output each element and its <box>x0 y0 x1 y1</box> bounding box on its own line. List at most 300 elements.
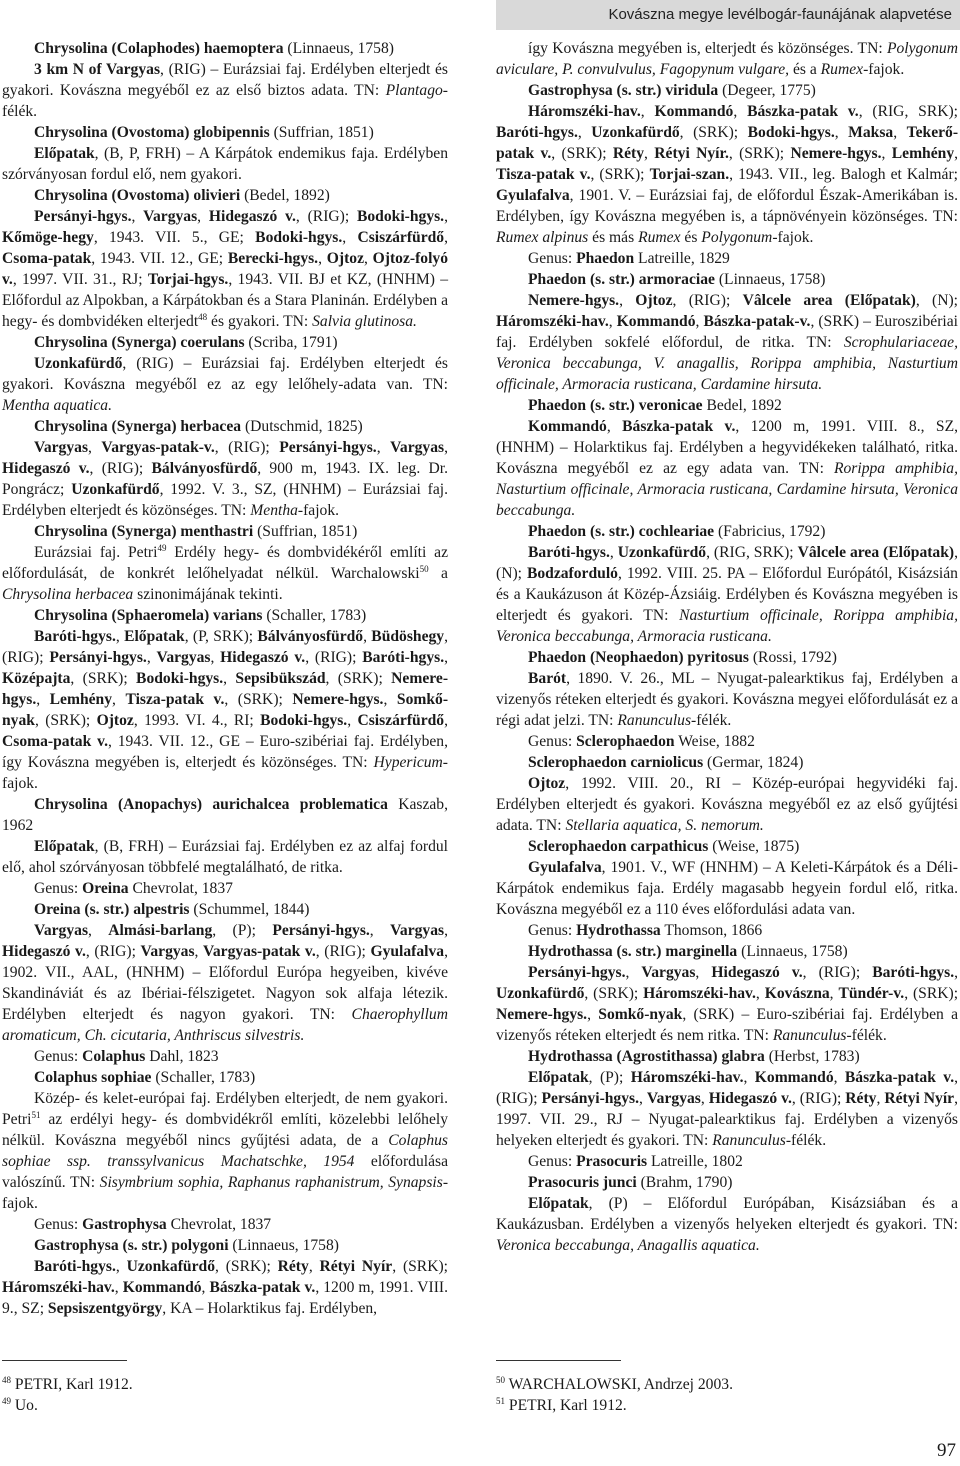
text-run: , <box>733 103 748 120</box>
bold-text: Kommandó <box>754 1069 834 1086</box>
text-run: Latreille, 1802 <box>647 1153 743 1170</box>
text-paragraph <box>2 1088 448 1214</box>
text-paragraph <box>2 605 448 626</box>
bold-text: Chrysolina (Anopachys) aurichalcea problematica <box>34 796 388 813</box>
text-run: -fajok. <box>297 502 340 519</box>
bold-text: Csoma-patak v. <box>2 733 108 750</box>
text-run: , (RIG); <box>214 439 280 456</box>
bold-text: Uzonkafürdő <box>591 124 680 141</box>
text-run: szinonimájának tekinti. <box>133 586 283 603</box>
page-number: 97 <box>937 1440 956 1461</box>
bold-text: Hidegaszó v. <box>2 943 86 960</box>
footnote-number: 49 <box>2 1396 11 1406</box>
bold-text: Bodoki-hgys. <box>136 670 224 687</box>
bold-text: Előpatak <box>528 1195 589 1212</box>
bold-text: Prasocuris <box>576 1153 648 1170</box>
bold-text: Csoma-patak <box>2 250 92 267</box>
text-run: , (SRK); <box>584 985 644 1002</box>
text-run: , <box>131 208 144 225</box>
bold-text: Nemere-hgys. <box>496 1006 588 1023</box>
text-run: Thomson, 1866 <box>660 922 763 939</box>
bold-text: Nemere-hgys. <box>790 145 882 162</box>
text-run: , 1997. VII. 31., RJ; <box>12 271 148 288</box>
footnote-number: 51 <box>496 1396 505 1406</box>
bold-text: Bálványosfürdő <box>151 460 258 477</box>
text-run: , 1997. VII. 29., RJ – Nyugat-palearktikus faj. Erdélyben a vizenyős helyeken elterjedt és gyakori. TN: <box>496 1090 958 1149</box>
text-run: , (SRK); <box>904 985 959 1002</box>
bold-text: Maksa <box>848 124 894 141</box>
text-run: , (RIG, SRK); <box>858 103 959 120</box>
text-paragraph <box>496 80 958 101</box>
bold-text: Baróti-hgys. <box>528 544 610 561</box>
genus-heading <box>2 1046 448 1067</box>
text-run: , <box>197 208 209 225</box>
text-run: -félék. <box>691 712 732 729</box>
text-run: , (RIG); <box>89 460 152 477</box>
text-paragraph <box>496 1067 958 1151</box>
text-paragraph <box>496 395 958 416</box>
text-run: , 1943. VII. 5., GE; <box>93 229 256 246</box>
bold-text: Rétyi Nyír <box>319 1258 393 1275</box>
bold-text: Chrysolina (Sphaeromela) varians <box>34 607 263 624</box>
text-run: , <box>376 439 391 456</box>
bold-text: Gastrophysa (s. str.) viridula <box>528 82 719 99</box>
text-run: , <box>606 418 623 435</box>
bold-text: Hydrothassa (s. str.) marginella <box>528 943 738 960</box>
running-head: Kovászna megye levélbogár-faunájának alapvetése <box>496 0 960 30</box>
text-run: (Degeer, 1775) <box>718 82 816 99</box>
text-run: (Suffrian, 1851) <box>253 523 358 540</box>
text-run: , <box>444 229 449 246</box>
text-run: , <box>608 313 617 330</box>
bold-text: Kommandó <box>654 103 734 120</box>
text-paragraph <box>496 521 958 542</box>
bold-text: Rétyi Nyír <box>884 1090 955 1107</box>
text-run: , <box>146 649 157 666</box>
footnote-text: Uo. <box>11 1397 38 1414</box>
italic-text: Stellaria aquatica, S. nemorum. <box>565 817 764 834</box>
text-paragraph <box>2 1067 448 1088</box>
text-run: , (RIG) – Eurázsiai faj. Erdélyben elterjedt és gyakori. Kovászna megyéből ez az egy lelőhely-adata van. TN: <box>2 355 448 393</box>
bold-text: Ojtoz-folyó v. <box>2 250 449 288</box>
text-run: , <box>363 628 372 645</box>
italic-text: Chrysolina herbacea <box>2 586 134 603</box>
bold-text: Chrysolina (Colaphodes) haemoptera <box>34 40 284 57</box>
text-run: , (N); <box>496 544 958 582</box>
bold-text: Hidegaszó v. <box>2 460 90 477</box>
bold-text: Hidegaszó v. <box>711 964 803 981</box>
text-run: , 1890. V. 26., ML – Nyugat-palearktikus faj, Erdélyben a vizenyős réteken elterjedt és gyakori. Kovászna megyei előfordulását ez a régi adat jelzi. TN: <box>496 670 958 729</box>
text-paragraph <box>496 836 958 857</box>
text-run: , <box>619 292 636 309</box>
bold-text: Vargyas <box>140 943 195 960</box>
text-paragraph <box>496 668 958 731</box>
text-run: Genus: <box>528 733 577 750</box>
text-paragraph <box>496 857 958 920</box>
text-run: (Brahm, 1790) <box>636 1174 733 1191</box>
text-run: , (RIG, SRK); <box>706 544 798 561</box>
text-run: (Linnaeus, 1758) <box>737 943 848 960</box>
text-paragraph <box>2 416 448 437</box>
bold-text: Előpatak <box>34 145 95 162</box>
text-run: (Scriba, 1791) <box>244 334 338 351</box>
text-run: , 1992. V. 3., SZ, (HNHM) – Eurázsiai faj. Erdélyben elterjedt és közönséges. TN: <box>2 481 448 519</box>
italic-text: Ranunculus <box>617 712 692 729</box>
text-run: az erdélyi hegy- és dombvidékről említi, közelebbi lelőhely nélkül. Kovászna megyéből nincs gyűjtési adata, de a <box>2 1111 448 1149</box>
bold-text: Chrysolina (Synerga) coerulans <box>34 334 245 351</box>
text-run: , <box>318 250 327 267</box>
text-run: (Fabricius, 1792) <box>714 523 826 540</box>
text-run: -fajok. <box>772 229 814 246</box>
bold-text: Bászka-patak v. <box>209 1279 316 1296</box>
text-run: , (P) – Előfordul Európában, Kisázsiában és a Kaukázusban. Erdélyben a vizenyős helyeken elterjedt és gyakori. TN: <box>496 1195 958 1233</box>
bold-text: Háromszéki-hav. <box>528 103 641 120</box>
text-run: , <box>695 964 712 981</box>
bold-text: Kommandó <box>616 313 696 330</box>
text-run: és <box>680 229 702 246</box>
bold-text: Baróti-hgys. <box>34 1258 116 1275</box>
text-paragraph <box>496 773 958 836</box>
text-run: , <box>194 943 204 960</box>
text-run: , <box>876 1090 885 1107</box>
footnote <box>2 1395 442 1416</box>
bold-text: Ojtoz <box>635 292 673 309</box>
bold-text: Kőmöge-hegy <box>2 229 94 246</box>
text-run: , (SRK); <box>325 670 392 687</box>
bold-text: Tisza-patak v. <box>496 166 591 183</box>
text-run: , 1943. VII. 12., GE; <box>91 250 228 267</box>
text-run: , <box>444 712 449 729</box>
bold-text: Phaedon (s. str.) cochleariae <box>528 523 715 540</box>
bold-text: Somkő-nyak <box>2 691 449 729</box>
text-run: , (SRK); <box>392 1258 448 1275</box>
bold-text: Vargyas <box>390 439 445 456</box>
bold-text: Uzonkafürdő <box>71 481 160 498</box>
italic-text: Rumex <box>638 229 681 246</box>
text-paragraph <box>496 941 958 962</box>
bold-text: Persányi-hgys. <box>49 649 147 666</box>
bold-text: Baróti-hgys. <box>872 964 955 981</box>
italic-text: Rumex <box>820 61 864 78</box>
text-run: , <box>444 208 448 225</box>
italic-text: Plantago <box>385 82 443 99</box>
bold-text: Sclerophaedon carpathicus <box>528 838 709 855</box>
footnote-number: 50 <box>496 1375 505 1385</box>
italic-text: Salvia glutinosa. <box>312 313 417 330</box>
text-run: , <box>625 964 642 981</box>
text-run: , <box>115 1258 127 1275</box>
bold-text: Vargyas <box>641 964 696 981</box>
text-run: , <box>743 1069 755 1086</box>
footnote <box>2 1374 442 1395</box>
text-run: , <box>644 145 655 162</box>
text-paragraph <box>496 647 958 668</box>
bold-text: Háromszéki-hav. <box>643 985 756 1002</box>
text-run: , KA – Holarktikus faj. Erdélyben, <box>162 1300 378 1317</box>
text-run: , <box>587 1006 599 1023</box>
text-run: , <box>210 649 221 666</box>
right-text-column <box>496 38 958 1256</box>
text-paragraph <box>2 521 448 542</box>
bold-text: Chrysolina (Synerga) menthastri <box>34 523 254 540</box>
bold-text: Rétyi Nyír. <box>654 145 729 162</box>
bold-text: Hydrothassa <box>576 922 661 939</box>
text-run: , <box>383 691 397 708</box>
text-run: , (RIG); <box>791 1090 846 1107</box>
bold-text: Vargyas-patak v. <box>203 943 316 960</box>
bold-text: Uzonkafürdő <box>496 985 585 1002</box>
bold-text: Torjai-szan. <box>649 166 730 183</box>
bold-text: 3 km N of Vargyas <box>34 61 161 78</box>
text-run: előfordulása valószínű. TN: <box>2 1153 448 1191</box>
bold-text: Bászka-patak v. <box>747 103 859 120</box>
text-run: , (P); <box>588 1069 631 1086</box>
text-run: Genus: <box>528 1153 577 1170</box>
footnote-ref: 49 <box>157 543 167 553</box>
text-run: -félék. <box>2 82 448 120</box>
bold-text: Uzonkafürdő <box>617 544 707 561</box>
text-run: (Schaller, 1783) <box>262 607 367 624</box>
bold-text: Ojtoz <box>96 712 134 729</box>
text-run: és gyakori. TN: <box>207 313 313 330</box>
text-run: Genus: <box>528 250 577 267</box>
text-paragraph <box>2 1256 448 1319</box>
footnote-ref: 48 <box>198 312 208 322</box>
text-run: , (RIG); <box>305 649 363 666</box>
text-run: , (RIG); <box>295 208 357 225</box>
text-run: , <box>695 313 704 330</box>
bold-text: Chrysolina (Ovostoma) olivieri <box>34 187 241 204</box>
italic-text: Sisymbrium sophia, Raphanus raphanistrum, Synapsis <box>99 1174 443 1191</box>
bold-text: Réty <box>612 145 645 162</box>
text-run: (Dutschmid, 1825) <box>241 418 363 435</box>
italic-text: Ranunculus <box>772 1027 847 1044</box>
footnote <box>496 1395 936 1416</box>
text-run: , <box>444 439 448 456</box>
text-run: , (B, P, FRH) – A Kárpátok endemikus faja. Erdélyben szórványosan fordul elő, nem gyakori. <box>2 145 448 183</box>
text-run: -fajok. <box>2 754 448 792</box>
text-paragraph <box>496 38 958 80</box>
text-run: , 1902. VII., AAL, (HNHM) – Előfordul Európa hegyeiben, kivéve Skandináviát és az Ibériai-félszigetet. Nagyon sok alfaja létezik. Erdélyben elterjedt és nagyon gyakori. TN: <box>2 943 448 1023</box>
italic-text: Scrophulariaceae, Veronica beccabunga, V. anagallis, Rorippa amphibia, Nasturtium officinale, Armoracia rusticana, Cardamine hirsuta. <box>496 334 958 393</box>
bold-text: Colaphus sophiae <box>34 1069 152 1086</box>
text-run: Genus: <box>34 1048 83 1065</box>
text-run: , (SRK) – Euro-szibériai faj. Erdélyben a vizenyős réteken elterjedt és nem ritka. TN: <box>496 1006 959 1044</box>
text-paragraph <box>496 962 958 1046</box>
text-run: Latreille, 1829 <box>634 250 730 267</box>
text-run: , (SRK); <box>728 145 791 162</box>
bold-text: Baróti-hgys. <box>34 628 116 645</box>
bold-text: Ojtoz <box>326 250 364 267</box>
text-run: Genus: <box>528 922 577 939</box>
text-run: , <box>881 145 892 162</box>
bold-text: Ojtoz <box>528 775 566 792</box>
text-run: , <box>114 1279 123 1296</box>
text-run: , <box>577 124 592 141</box>
text-paragraph <box>2 899 448 920</box>
text-paragraph <box>496 542 958 647</box>
footnote-rule-right <box>496 1360 621 1361</box>
bold-text: Phaedon (s. str.) armoraciae <box>528 271 715 288</box>
text-run: Genus: <box>34 880 83 897</box>
text-run: , (RIG); <box>315 943 371 960</box>
bold-text: Csiszárfürdő <box>357 229 445 246</box>
bold-text: Chrysolina (Ovostoma) globipennis <box>34 124 270 141</box>
bold-text: Háromszéki-hav. <box>496 313 609 330</box>
text-run: (Bedel, 1892) <box>240 187 330 204</box>
bold-text: Persányi-hgys. <box>279 439 377 456</box>
bold-text: Gyulafalva <box>496 187 570 204</box>
text-run: , <box>308 1258 320 1275</box>
text-run: Kaszab, 1962 <box>2 796 449 834</box>
text-paragraph <box>2 542 448 605</box>
italic-text: Colaphus sophiae ssp. transsylvanicus Machatschke, 1954 <box>2 1132 448 1170</box>
text-run: -fajok. <box>863 61 905 78</box>
text-run: , (SRK) – Euroszibériai faj. Erdélyben sokfelé előfordul, de ritka. TN: <box>496 313 959 351</box>
text-run: (Schummel, 1844) <box>189 901 310 918</box>
text-run: , <box>444 922 448 939</box>
text-run: , <box>369 922 391 939</box>
bold-text: Persányi-hgys. <box>528 964 626 981</box>
text-run: és más <box>588 229 639 246</box>
text-run: , <box>833 1069 845 1086</box>
bold-text: Baróti-hgys. <box>362 649 445 666</box>
text-run: , 1901. V., WF (HNHM) – A Keleti-Kárpátok és a Déli-Kárpátok endemikus faja. Erdély magasabb hegyein fordul elő, ritka. Kovászna megyéből ez a 110 éves előfordulási adata van. <box>496 859 958 918</box>
bold-text: Hidegaszó v. <box>220 649 306 666</box>
text-run: , (B, FRH) – Eurázsiai faj. Erdélyben ez az alfaj fordul elő, ahol szórványosan többfelé megtalálható, de ritka. <box>2 838 448 876</box>
italic-text: Polygonum aviculare, P. convulvulus, Fagopynum vulgare, <box>496 40 958 78</box>
bold-text: Tisza-patak v. <box>125 691 225 708</box>
footnote-number: 48 <box>2 1375 11 1385</box>
footnotes-left <box>2 1374 442 1416</box>
text-run: , <box>954 964 958 981</box>
text-run: , (SRK); <box>551 145 613 162</box>
text-run: Chevrolat, 1837 <box>166 1216 272 1233</box>
bold-text: Bodoki-hgys. <box>255 229 343 246</box>
bold-text: Vargyas <box>646 1090 701 1107</box>
text-paragraph <box>496 416 958 521</box>
text-run: -félék. <box>785 1132 827 1149</box>
bold-text: Középajta <box>2 670 71 687</box>
text-run: , 900 m, 1943. IX. leg. Dr. Pongrácz; <box>2 460 448 498</box>
bold-text: Sclerophaedon <box>576 733 675 750</box>
text-run: , <box>700 1090 709 1107</box>
bold-text: Nemere-hgys. <box>292 691 384 708</box>
text-run: -félék. <box>846 1027 887 1044</box>
footnote-rule-left <box>2 1360 127 1361</box>
bold-text: Bászka-patak-v. <box>703 313 811 330</box>
text-paragraph <box>496 269 958 290</box>
text-paragraph <box>2 143 448 185</box>
text-run: és a <box>789 61 821 78</box>
text-run: , 1993. VI. 4., RI; <box>133 712 261 729</box>
footnotes-right <box>496 1374 936 1416</box>
text-paragraph <box>2 59 448 122</box>
bold-text: Prasocuris junci <box>528 1174 637 1191</box>
text-paragraph <box>496 1193 958 1256</box>
text-run: a <box>428 565 448 582</box>
text-run: , <box>88 439 102 456</box>
italic-text: Rorippa amphibia, Nasturtium officinale, Armoracia rusticana, Cardamine hirsuta, Veronica beccabunga. <box>496 460 958 519</box>
bold-text: Phaedon <box>576 250 635 267</box>
bold-text: Phaedon (Neophaedon) pyritosus <box>528 649 749 666</box>
text-paragraph <box>2 794 448 836</box>
genus-heading <box>496 731 958 752</box>
text-run: Genus: <box>34 1216 83 1233</box>
text-paragraph <box>2 185 448 206</box>
text-run: (Linnaeus, 1758) <box>714 271 826 288</box>
bold-text: Barót <box>528 670 567 687</box>
text-run: , (SRK); <box>215 1258 278 1275</box>
bold-text: Vâlcele area (Előpatak) <box>797 544 955 561</box>
text-run: Bedel, 1892 <box>702 397 782 414</box>
bold-text: Berecki-hgys. <box>227 250 319 267</box>
text-paragraph <box>2 626 448 794</box>
bold-text: Torjai-hgys. <box>147 271 229 288</box>
bold-text: Előpatak <box>34 838 95 855</box>
text-run: , (SRK); <box>70 670 137 687</box>
genus-heading <box>496 248 958 269</box>
bold-text: Phaedon (s. str.) veronicae <box>528 397 703 414</box>
bold-text: Kovászna <box>764 985 830 1002</box>
bold-text: Uzonkafürdő <box>126 1258 215 1275</box>
text-run: Eurázsiai faj. Petri <box>34 544 158 561</box>
text-run: Erdély hegy- és dombvidékéről említi az előfordulását, de konkrét lelőhelyadat nélkül. Warchalowski <box>2 544 448 582</box>
text-run: , <box>834 124 849 141</box>
text-run: , (RIG); <box>2 628 449 666</box>
text-run: (Germar, 1824) <box>703 754 804 771</box>
text-paragraph <box>496 1172 958 1193</box>
text-run: így Kovászna megyében is, elterjedt és közönséges. TN: <box>528 40 887 57</box>
text-run: -fajok. <box>2 1174 449 1212</box>
text-run: , <box>36 691 50 708</box>
italic-text: Nasturtium officinale, Rorippa amphibia, Veronica beccabunga, Armoracia rusticana. <box>496 607 958 645</box>
bold-text: Vargyas <box>34 439 89 456</box>
text-run: , (N); <box>915 292 958 309</box>
text-paragraph <box>2 1235 448 1256</box>
text-paragraph <box>2 920 448 1046</box>
bold-text: Csiszárfürdő <box>357 712 445 729</box>
bold-text: Háromszéki-hav. <box>2 1279 115 1296</box>
bold-text: Vargyas <box>156 649 211 666</box>
bold-text: Háromszéki-hav. <box>630 1069 744 1086</box>
bold-text: Sepsibükszád <box>235 670 326 687</box>
bold-text: Gyulafalva <box>528 859 602 876</box>
text-run: , 1943. VII., leg. Balogh et Kalmár; <box>729 166 959 183</box>
text-paragraph <box>496 1046 958 1067</box>
bold-text: Kommandó <box>122 1279 202 1296</box>
bold-text: Gyulafalva <box>370 943 445 960</box>
text-run: (Linnaeus, 1758) <box>228 1237 339 1254</box>
bold-text: Lemhény <box>891 145 955 162</box>
text-run: (Schaller, 1783) <box>151 1069 256 1086</box>
text-run: , (RIG); <box>496 1069 959 1107</box>
text-run: (Rossi, 1792) <box>748 649 837 666</box>
text-paragraph <box>496 290 958 395</box>
bold-text: Réty <box>845 1090 877 1107</box>
genus-heading <box>2 1214 448 1235</box>
text-run: , <box>444 649 449 666</box>
bold-text: Nemere-hgys. <box>2 670 449 708</box>
bold-text: Tündér-v. <box>838 985 905 1002</box>
text-run: , <box>640 103 655 120</box>
bold-text: Hidegaszó v. <box>208 208 296 225</box>
bold-text: Somkő-nyak <box>598 1006 683 1023</box>
text-run: Chevrolat, 1837 <box>128 880 233 897</box>
footnote-ref: 51 <box>31 1110 41 1120</box>
footnote-text: WARCHALOWSKI, Andrzej 2003. <box>505 1376 733 1393</box>
bold-text: Bászka-patak v. <box>844 1069 955 1086</box>
